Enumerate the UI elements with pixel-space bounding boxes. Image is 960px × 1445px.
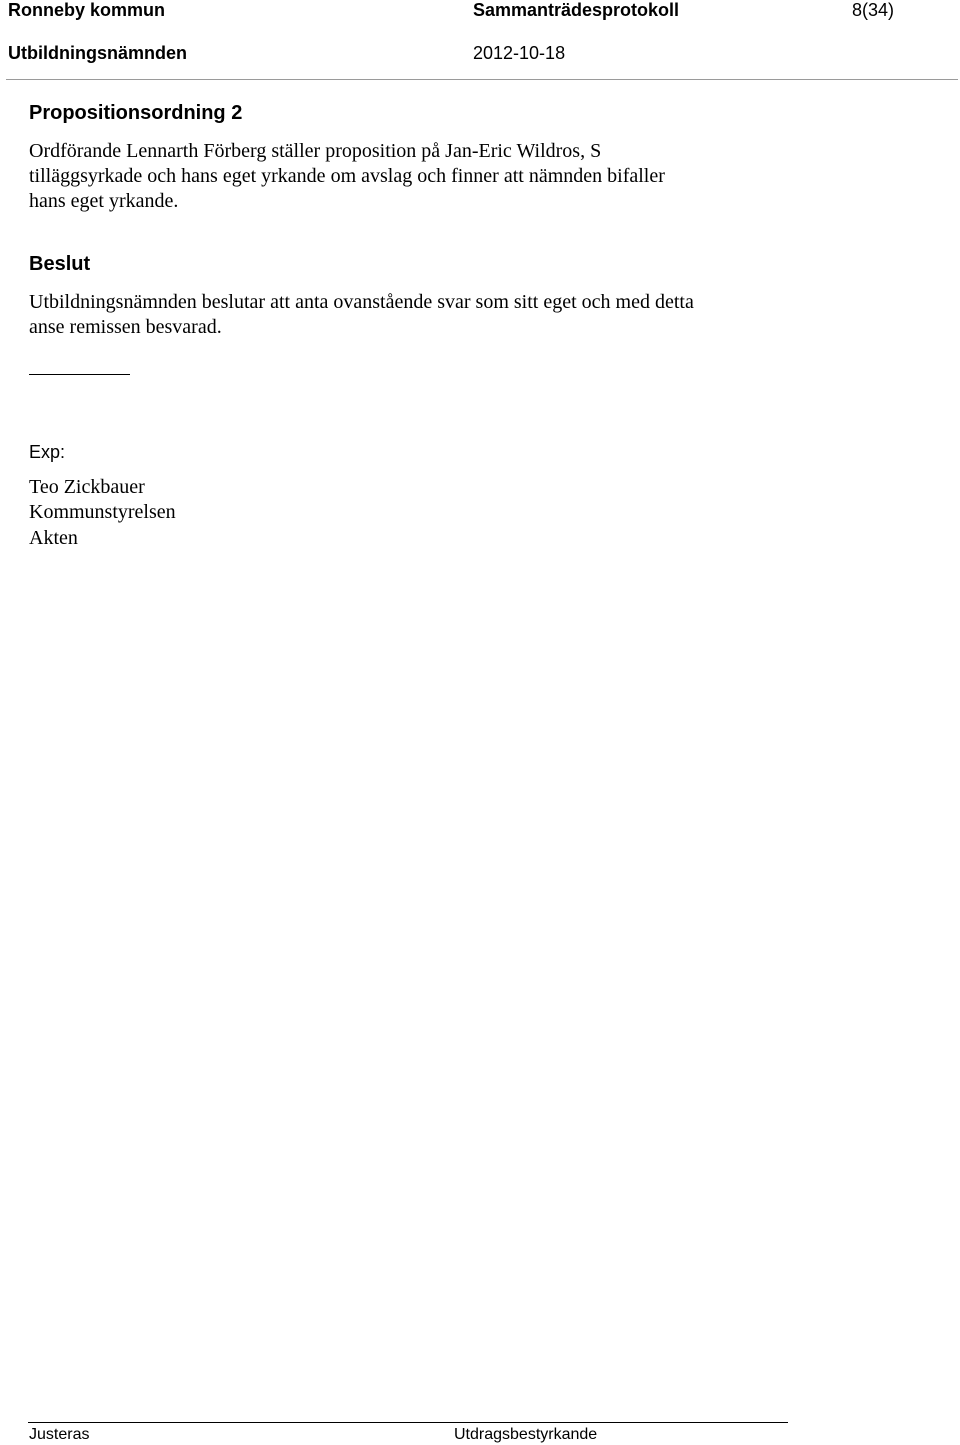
footer-utdrag-label: Utdragsbestyrkande [454,1426,598,1443]
footer-justeras-label: Justeras [29,1426,90,1443]
recipient: Akten [29,527,78,549]
paragraph-line: Utbildningsnämnden beslutar att anta ovanstående svar som sitt eget och med detta [29,291,694,313]
footer-divider [28,1422,788,1423]
section-heading: Beslut [29,253,91,275]
section-heading: Propositionsordning 2 [29,102,243,124]
recipient: Teo Zickbauer [29,476,145,498]
section-end-rule [29,374,130,375]
header-divider [6,79,958,80]
recipient: Kommunstyrelsen [29,501,176,523]
paragraph-line: tilläggsyrkade och hans eget yrkande om avslag och finner att nämnden bifaller [29,165,665,187]
organization-name: Ronneby kommun [8,0,166,20]
page-number: 8(34) [852,0,895,20]
document-type: Sammanträdesprotokoll [473,0,680,20]
meeting-date: 2012-10-18 [473,43,566,63]
paragraph-line: Ordförande Lennarth Förberg ställer proposition på Jan-Eric Wildros, S [29,140,602,162]
expedition-label: Exp: [29,442,66,462]
paragraph-line: anse remissen besvarad. [29,316,222,338]
committee-name: Utbildningsnämnden [8,43,187,63]
paragraph-line: hans eget yrkande. [29,190,179,212]
